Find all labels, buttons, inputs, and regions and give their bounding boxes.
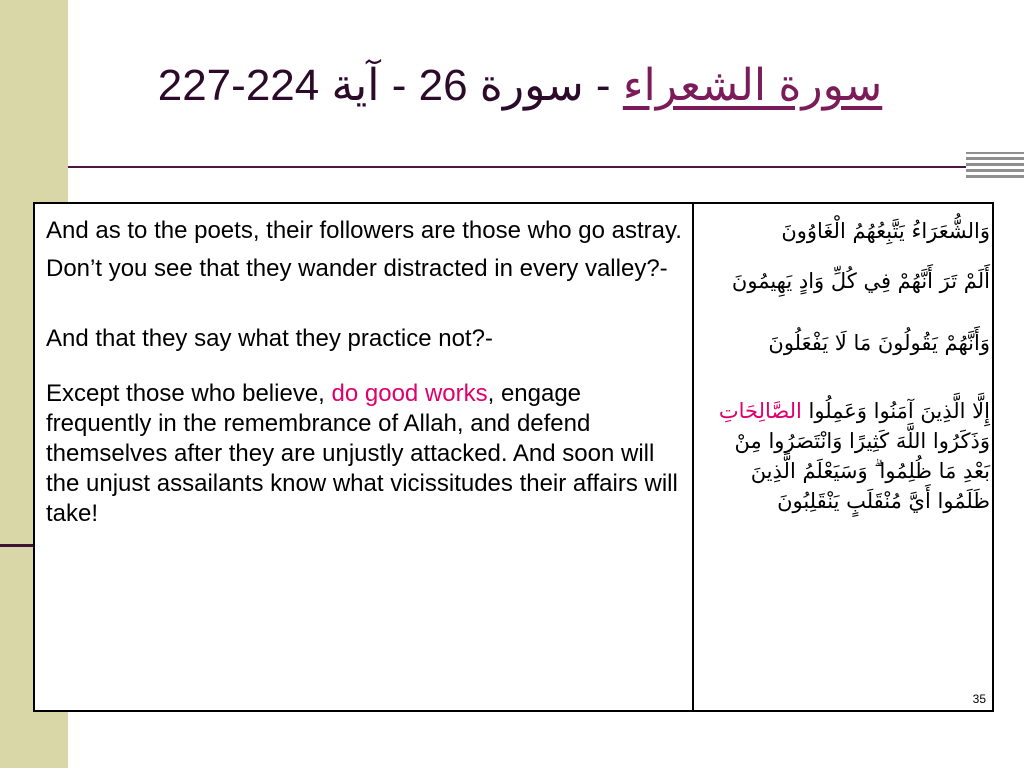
slide-title bbox=[70, 60, 970, 140]
arabic-verse-225: أَلَمْ تَرَ أَنَّهُمْ فِي كُلِّ وَادٍ يَهِيمُونَ bbox=[731, 269, 990, 293]
surah-name-link[interactable]: سورة الشعراء bbox=[622, 61, 883, 110]
arabic-highlight: الصَّالِحَاتِ bbox=[718, 399, 802, 423]
english-verse-227-start: Except those who believe, bbox=[46, 380, 332, 407]
column-divider bbox=[692, 204, 694, 710]
english-verse-227 bbox=[46, 379, 686, 529]
english-verse-225: Don’t you see that they wander distracted in every valley?- bbox=[46, 255, 668, 282]
title-verse-range: - سورة 26 - آية 224-227 bbox=[157, 61, 623, 110]
english-highlight: do good works bbox=[331, 380, 488, 407]
arabic-verse-227-start: إِلَّا الَّذِينَ آمَنُوا وَعَمِلُوا bbox=[801, 399, 990, 423]
english-verse-224: And as to the poets, their followers are those who go astray. bbox=[46, 217, 682, 244]
english-verse-226: And that they say what they practice not?- bbox=[46, 325, 493, 352]
verse-table bbox=[33, 202, 994, 712]
arabic-verse-224: وَالشُّعَرَاءُ يَتَّبِعُهُمُ الْغَاوُونَ bbox=[781, 219, 990, 243]
english-verse-227-end: , engage frequently in the remembrance of Allah, and defend themselves after they are unjustly attacked. And soon will the unjust assailants know what vicissitudes their affairs will take! bbox=[46, 380, 678, 527]
page-number: 35 bbox=[972, 692, 986, 706]
arabic-text-column bbox=[705, 216, 990, 516]
arabic-verse-227 bbox=[705, 396, 990, 516]
title-divider bbox=[68, 166, 966, 168]
arabic-verse-227-end: وَذَكَرُوا اللَّهَ كَثِيرًا وَانْتَصَرُوا مِنْ بَعْدِ مَا ظُلِمُوا ۗ وَسَيَعْلَمُ الَّذِينَ ظَلَمُوا أَيَّ مُنْقَلَبٍ يَنْقَلِبُونَ bbox=[734, 429, 990, 513]
english-translation-column bbox=[46, 216, 686, 529]
corner-decoration bbox=[966, 152, 1024, 178]
arabic-verse-226: وَأَنَّهُمْ يَقُولُونَ مَا لَا يَفْعَلُونَ bbox=[768, 331, 990, 355]
